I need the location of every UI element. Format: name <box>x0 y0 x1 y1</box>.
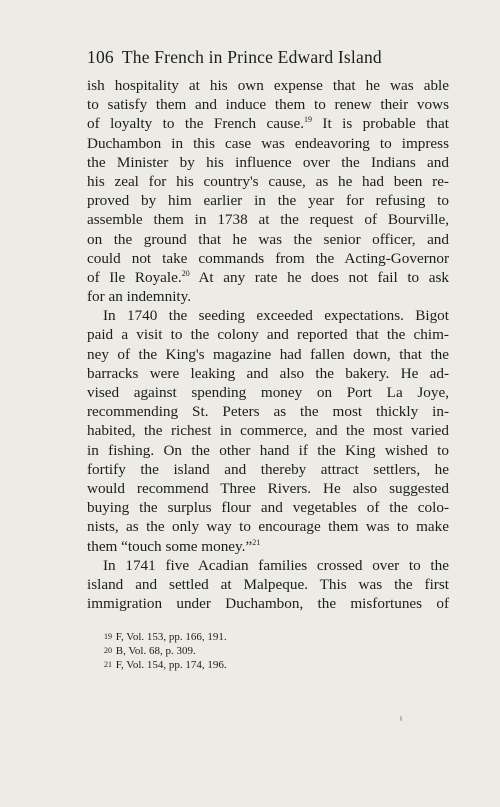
footnote <box>104 644 227 658</box>
line-text: ish hospitality at his own expense that he was able <box>87 77 449 94</box>
footnote-marker: 19 <box>104 632 112 641</box>
text-line <box>87 556 449 575</box>
text-line <box>87 114 449 133</box>
line-text: for an indemnity. <box>87 288 192 306</box>
line-text-tail: At any rate he does not fail to ask <box>189 268 449 286</box>
text-line <box>87 441 449 460</box>
text-line <box>87 76 449 95</box>
footnote <box>104 658 227 672</box>
footnote <box>104 630 227 644</box>
line-text: vised against spending money on Port La Joye, <box>87 384 449 401</box>
text-line <box>87 402 449 421</box>
line-text: Duchambon in this case was endeavoring to impress <box>87 134 449 152</box>
line-text: paid a visit to the colony and reported that the chim- <box>87 326 449 344</box>
text-line <box>87 325 449 344</box>
text-line <box>87 537 449 556</box>
footnote-marker: 20 <box>104 646 112 655</box>
text-line <box>87 498 449 517</box>
line-text: in fishing. On the other hand if the King wished to <box>87 441 449 459</box>
line-text: proved by him earlier in the year for refusing to <box>87 192 449 210</box>
line-text: In 1740 the seeding exceeded expectations. Bigot <box>103 307 449 325</box>
footnote-reference[interactable]: 19 <box>304 115 312 125</box>
line-text: buying the surplus flour and vegetables of the colo- <box>87 499 449 517</box>
text-line <box>87 191 449 210</box>
footnote-text: F, Vol. 154, pp. 174, 196. <box>115 659 227 671</box>
footnote-text: F, Vol. 153, pp. 166, 191. <box>115 631 227 643</box>
line-text: could not take commands from the Acting-Governor <box>87 249 449 267</box>
text-line <box>87 345 449 364</box>
line-text: them “touch some money.” <box>87 537 253 555</box>
text-line <box>87 460 449 479</box>
text-line <box>87 594 449 613</box>
line-text: on the ground that he was the senior officer, and <box>87 230 449 248</box>
text-line <box>87 306 449 325</box>
text-line <box>87 134 449 153</box>
line-text: island and settled at Malpeque. This was the first <box>87 575 449 593</box>
line-text: the Minister by his influence over the Indians and <box>87 153 449 171</box>
line-text: ney of the King's magazine had fallen down, that the <box>87 345 449 363</box>
text-line <box>87 364 449 383</box>
text-line <box>87 268 449 287</box>
footnote-marker: 21 <box>104 660 112 669</box>
footnote-reference[interactable]: 20 <box>181 268 190 278</box>
line-text-tail: It is probable that <box>312 115 449 133</box>
footnote-reference[interactable]: 21 <box>252 537 261 547</box>
text-line <box>87 153 449 172</box>
text-line <box>87 383 449 402</box>
text-line <box>87 230 449 249</box>
footnotes <box>104 630 227 672</box>
page-number: 106 <box>87 47 114 67</box>
text-line <box>87 421 449 440</box>
line-text: recommending St. Peters as the most thickly in- <box>87 403 449 421</box>
running-title: The French in Prince Edward Island <box>121 47 382 67</box>
text-line <box>87 172 449 191</box>
footnote-text: B, Vol. 68, p. 309. <box>115 645 196 657</box>
line-text: of Ile Royale. <box>87 268 182 286</box>
text-line <box>87 575 449 594</box>
line-text: to satisfy them and induce them to renew their vows <box>87 96 449 114</box>
line-text: would recommend Three Rivers. He also suggested <box>87 479 449 497</box>
line-text: habited, the richest in commerce, and the most varied <box>87 422 449 440</box>
text-line <box>87 249 449 268</box>
text-line <box>87 517 449 536</box>
line-text: of loyalty to the French cause. <box>87 115 304 133</box>
line-text: barracks were leaking and also the bakery. He ad- <box>87 364 449 382</box>
text-line <box>87 95 449 114</box>
line-text: immigration under Duchambon, the misfortunes of <box>87 595 449 613</box>
text-line <box>87 479 449 498</box>
body-text <box>87 76 449 613</box>
text-line <box>87 210 449 229</box>
running-header <box>87 47 382 68</box>
line-text: nists, as the only way to encourage them was to make <box>87 518 449 536</box>
line-text: his zeal for his country's cause, as he had been re- <box>87 172 449 190</box>
line-text: In 1741 five Acadian families crossed over to the <box>103 556 449 574</box>
text-line <box>87 287 449 306</box>
paper-speck <box>400 716 402 721</box>
line-text: assemble them in 1738 at the request of Bourville, <box>87 211 449 229</box>
line-text: fortify the island and thereby attract settlers, he <box>87 460 449 478</box>
